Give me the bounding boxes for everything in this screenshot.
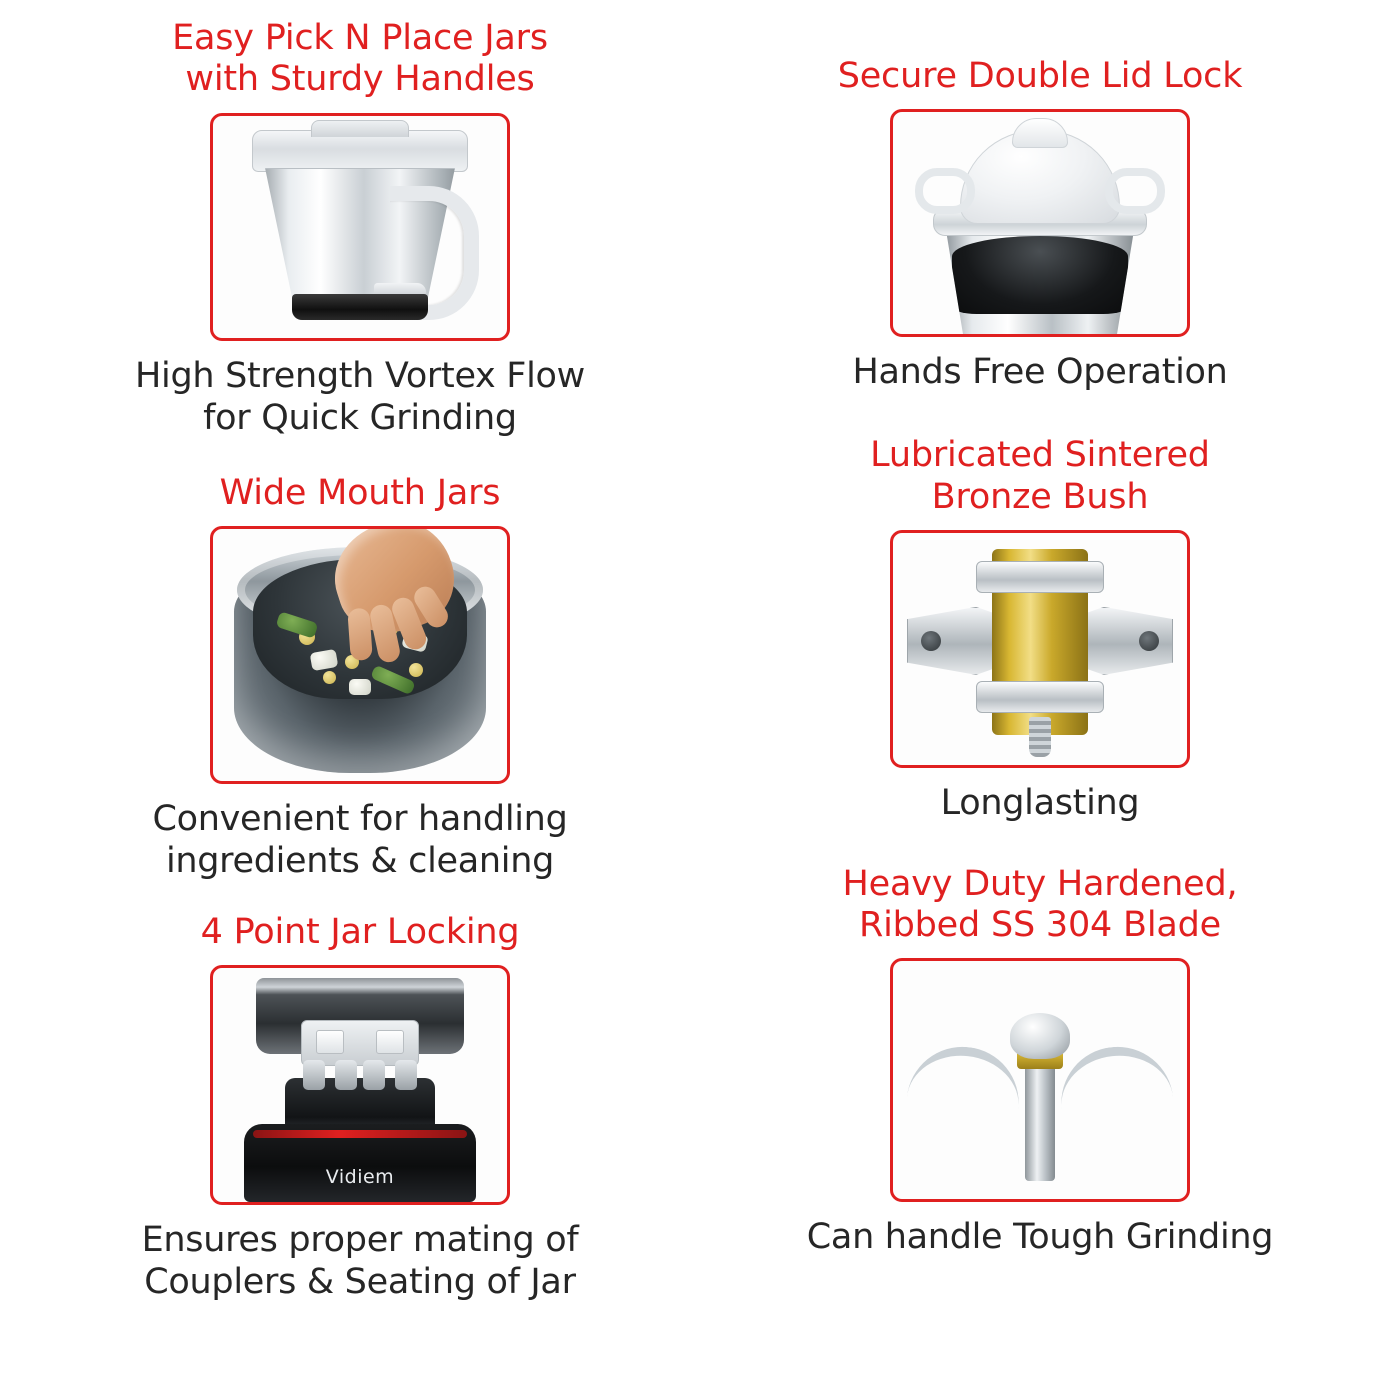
coupler-pin	[335, 1060, 357, 1090]
wide-mouth-jar-image	[210, 526, 510, 784]
feature-caption	[807, 1216, 1273, 1258]
feature-caption-line-1: Hands Free Operation	[852, 352, 1228, 393]
threaded-shaft	[1029, 717, 1051, 757]
double-lid-lock-image	[890, 109, 1190, 337]
feature-caption-line-2: ingredients & cleaning	[165, 840, 555, 881]
blade-wing-right	[1056, 1042, 1174, 1120]
right-column	[700, 18, 1370, 1390]
feature-caption-line-1: Can handle Tough Grinding	[806, 1217, 1274, 1258]
jar-shape	[940, 230, 1140, 337]
feature-title	[220, 473, 501, 514]
feature-title	[870, 435, 1210, 518]
bush-collar-top	[976, 561, 1104, 593]
base-red-stripe	[253, 1130, 467, 1138]
mounting-hole-right	[1139, 631, 1159, 651]
left-column	[30, 18, 700, 1390]
motor-base-shape	[244, 1124, 476, 1202]
jar-with-handle-image	[210, 113, 510, 341]
feature-title	[843, 864, 1238, 947]
feature-caption-line-2: Couplers & Seating of Jar	[144, 1262, 576, 1303]
feature-title	[172, 18, 548, 101]
feature-secure-double-lid-lock	[710, 56, 1370, 393]
lid-lock-ear-left	[915, 168, 975, 214]
feature-title-line-2: Ribbed SS 304 Blade	[859, 905, 1221, 946]
feature-title-line-1: Wide Mouth Jars	[219, 472, 501, 513]
feature-title-line-1: Heavy Duty Hardened,	[842, 863, 1238, 904]
feature-caption-line-1: Convenient for handling	[152, 798, 568, 839]
feature-title-line-1: 4 Point Jar Locking	[200, 911, 520, 952]
feature-title	[838, 56, 1243, 97]
lid-lock-ear-right	[1105, 168, 1165, 214]
coupler-pin	[395, 1060, 417, 1090]
jar-locking-image	[210, 965, 510, 1205]
jar-lid-shape	[252, 130, 468, 172]
feature-wide-mouth-jars	[30, 473, 690, 882]
bronze-bush-image	[890, 530, 1190, 768]
brand-logo-text: Vidiem	[325, 1166, 395, 1189]
finger	[347, 607, 373, 660]
blade-hub	[1010, 1013, 1070, 1059]
lid-knob-shape	[1012, 118, 1068, 148]
feature-caption	[852, 351, 1227, 393]
feature-caption-line-1: High Strength Vortex Flow	[135, 355, 585, 396]
blade-image	[890, 958, 1190, 1202]
ingredient-pea	[409, 663, 423, 677]
jar-illustration	[213, 116, 507, 338]
ingredient-onion-piece	[349, 679, 371, 695]
feature-caption-line-1: Ensures proper mating of	[141, 1220, 579, 1261]
feature-title-line-1: Easy Pick N Place Jars	[172, 18, 548, 58]
feature-caption	[153, 798, 568, 882]
ingredient-pea	[323, 671, 336, 684]
feature-easy-pick-n-place-jars	[30, 18, 690, 439]
jar-base-shape	[292, 294, 428, 320]
feature-title-line-1: Lubricated Sintered	[870, 435, 1210, 476]
mounting-hole-left	[921, 631, 941, 651]
blade-shaft	[1025, 1065, 1055, 1181]
feature-title-line-2: with Sturdy Handles	[185, 59, 535, 100]
feature-caption	[941, 782, 1140, 824]
feature-title-line-2: Bronze Bush	[931, 476, 1149, 517]
feature-caption	[142, 1219, 579, 1303]
feature-title	[201, 912, 520, 953]
feature-caption	[135, 355, 585, 439]
ingredient-onion-piece	[310, 649, 339, 671]
feature-caption-line-1: Longlasting	[940, 782, 1140, 823]
feature-4-point-jar-locking	[30, 912, 690, 1303]
bush-collar-bottom	[976, 681, 1104, 713]
ingredient-green-chilli	[276, 611, 319, 639]
feature-caption-line-2: for Quick Grinding	[203, 397, 517, 438]
coupler-pin	[363, 1060, 385, 1090]
feature-title-line-1: Secure Double Lid Lock	[837, 56, 1243, 96]
feature-lubricated-sintered-bronze-bush	[710, 435, 1370, 824]
blade-wing-left	[906, 1042, 1024, 1120]
feature-ss-304-blade	[710, 864, 1370, 1259]
coupler-pin	[303, 1060, 325, 1090]
